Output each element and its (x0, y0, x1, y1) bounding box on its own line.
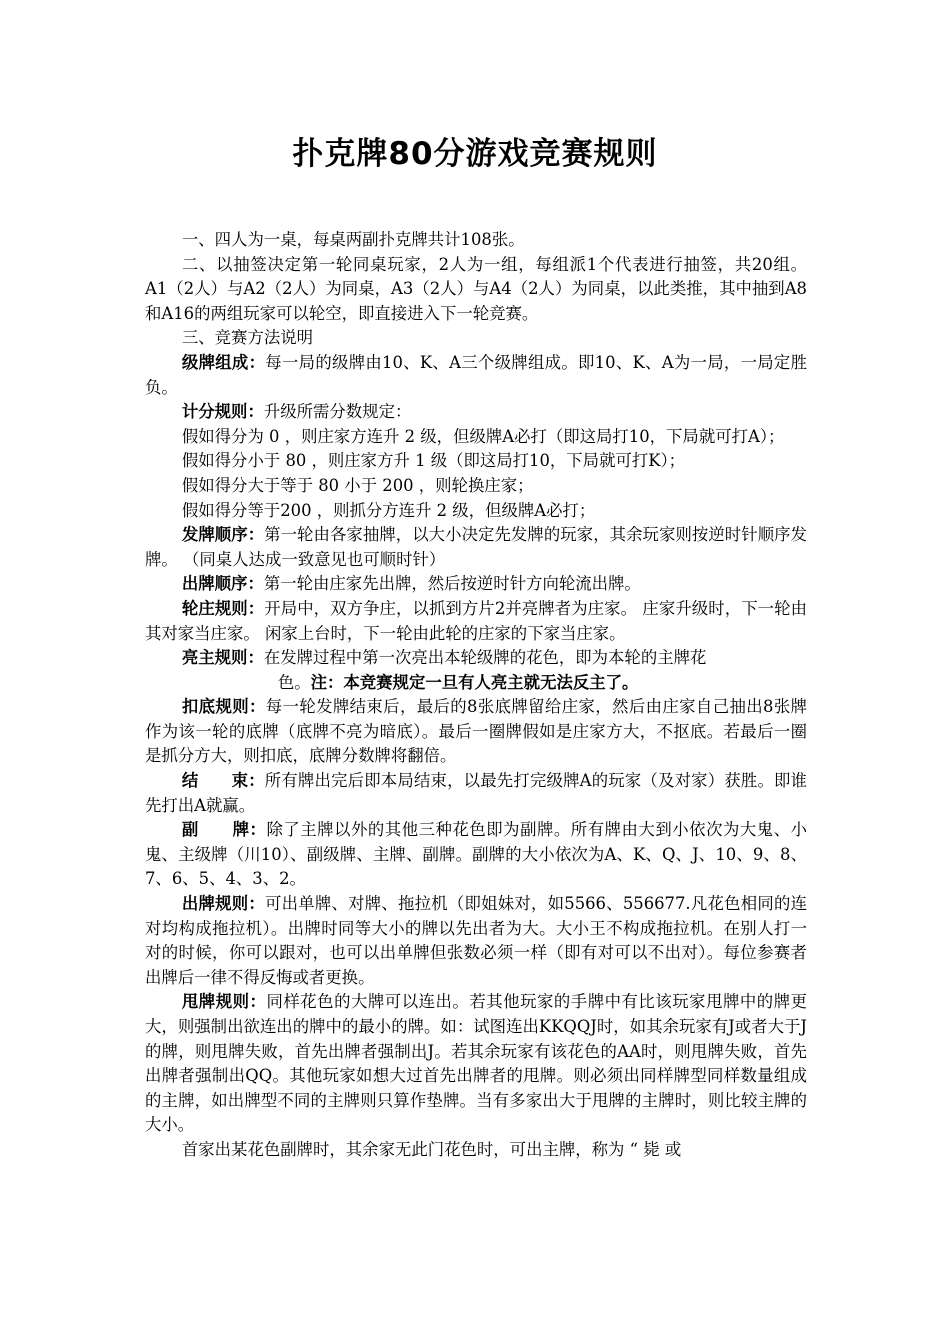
paragraph-draw: 二、以抽签决定第一轮同桌玩家，2人为一组，每组派1个代表进行抽签，共20组。 A1（2人）与A2（2人）为同桌，A3（2人）与A4（2人）为同桌，以此类推，其中抽到A8和A16的两组玩家可以轮空，即直接进入下一轮竞赛。 (145, 254, 807, 323)
rule-text: 第一轮由各家抽牌，以大小决定先发牌的玩家，其余玩家则按逆时针顺序发牌。 （同桌人达成一致意见也可顺时针） (145, 525, 808, 569)
rule-label: 亮主规则： (181, 648, 264, 668)
rule-text: 在发牌过程中第一次亮出本轮级牌的花色，即为本轮的主牌花 (263, 648, 707, 668)
rule-label: 级牌组成： (181, 352, 266, 372)
rule-side-suits (145, 818, 807, 892)
score-case-80-200: 假如得分大于等于 80 小于 200 ，则轮换庄家； (181, 475, 534, 495)
paragraph-method-heading: 三、竞赛方法说明 (181, 328, 314, 348)
rule-text: 第一轮由庄家先出牌，然后按逆时针方向轮流出牌。 (263, 574, 641, 594)
rule-label: 发牌顺序： (181, 525, 265, 545)
rule-dealer-rotation (145, 597, 807, 646)
rule-end (145, 769, 807, 818)
rule-label: 计分规则： (181, 402, 264, 422)
score-case-under-80: 假如得分小于 80 ，则庄家方升 1 级（即这局打10，下局就可打K）； (181, 451, 686, 471)
rule-text: 所有牌出完后即本局结束，以最先打完级牌A的玩家（及对家）获胜。即谁先打出A就赢。 (145, 771, 807, 815)
document-body (145, 228, 807, 1163)
rule-label: 出牌规则： (181, 894, 266, 914)
rule-text: 升级所需分数规定： (263, 402, 412, 422)
rule-text: 同样花色的大牌可以连出。若其他玩家的手牌中有比该玩家甩牌中的牌更大，则强制出欲连出的牌中的最小的牌。如：试图连出KKQQJ时，如其余玩家有J或者大于J的牌，则甩牌失败，首先出牌者强制出J。若其余玩家有该花色的AA时，则甩牌失败，首先出牌者强制出QQ。其他玩家如想大过首先出牌者的甩牌。则必须出同样牌型同样数量组成的主牌，如出牌型不同的主牌则只算作垫牌。当有多家出大于甩牌的主牌时，则比较主牌的大小。 (145, 992, 808, 1135)
rule-text: 每一局的级牌由10、K、A三个级牌组成。即10、K、A为一局，一局定胜负。 (145, 352, 808, 397)
rule-note: 注：本竞赛规定一旦有人亮主就无法反主了。 (310, 672, 639, 692)
score-case-zero: 假如得分为 0 ，则庄家方连升 2 级，但级牌A必打（即这局打10，下局就可打A）； (181, 426, 785, 446)
rule-label: 副 牌： (181, 820, 267, 840)
rule-label: 扣底规则： (181, 697, 266, 717)
page-title: 扑克牌80分游戏竞赛规则 (292, 136, 658, 172)
rule-throw (145, 990, 807, 1138)
rule-scoring (145, 400, 807, 425)
rule-trump-declare (145, 646, 807, 695)
rule-text: 开局中，双方争庄，以抓到方片2并亮牌者为庄家。 庄家升级时，下一轮由其对家当庄家。 闲家上台时，下一轮由此轮的庄家的下家当庄家。 (145, 598, 808, 643)
rule-playing (145, 892, 807, 990)
rule-label: 甩牌规则： (181, 992, 267, 1012)
rule-play-order (145, 572, 807, 597)
rule-label: 出牌顺序： (181, 574, 264, 594)
rule-level-cards (145, 351, 807, 400)
rule-label: 轮庄规则： (181, 598, 265, 618)
rule-text: 每一轮发牌结束后，最后的8张底牌留给庄家，然后由庄家自己抽出8张牌作为该一轮的底牌（底牌不亮为暗底）。最后一圈牌假如是庄家方大，不抠底。若最后一圈是抓分方大，则扣底，底牌分数牌将翻倍。 (145, 697, 807, 766)
rule-text: 除了主牌以外的其他三种花色即为副牌。所有牌由大到小依次为大鬼、小鬼、主级牌（川10）、副级牌、主牌、副牌。副牌的大小依次为A、K、Q、J、10、9、8、7、6、5、4、3、2。 (145, 820, 808, 889)
rule-text-continued (278, 671, 807, 696)
rule-text: 色。 (277, 672, 311, 692)
rule-deal-order (145, 523, 807, 572)
paragraph-trumping: 首家出某花色副牌时，其余家无此门花色时，可出主牌，称为 “ 毙 或 (181, 1139, 682, 1159)
rule-bottom-cards (145, 695, 807, 769)
score-case-200: 假如得分等于200 ，则抓分方连升 2 级，但级牌A必打； (181, 500, 596, 520)
rule-text: 可出单牌、对牌、拖拉机（即姐妹对，如5566、556677.凡花色相同的连对均构成拖拉机）。出牌时同等大小的牌以先出者为大。大小王不构成拖拉机。在别人打一对的时候，你可以跟对，也可以出单牌但张数必须一样（即有对可以不出对）。每位参赛者出牌后一律不得反悔或者更换。 (145, 894, 807, 987)
rule-label: 结 束： (181, 771, 265, 791)
paragraph-table-setup: 一、四人为一桌，每桌两副扑克牌共计108张。 (181, 230, 525, 249)
